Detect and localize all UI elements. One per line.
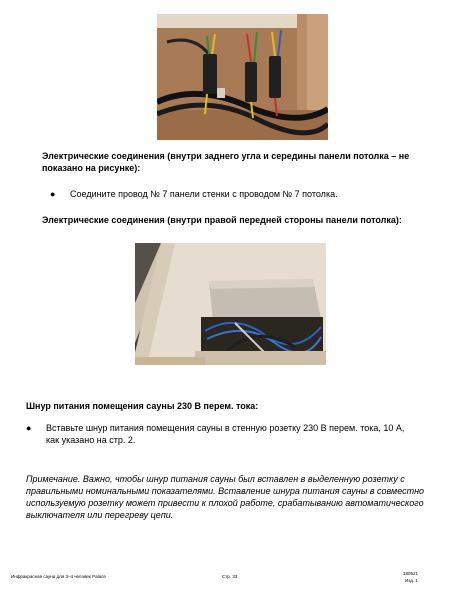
bullet-dot-icon: ● [50,189,56,199]
note-block [26,473,428,521]
footer-left: Инфракрасная сауна для 3–4 человек Palace [11,574,106,579]
section-3-heading: Шнур питания помещения сауны 230 В перем. тока: [26,401,259,411]
wiring-photo-ceiling-corner [157,14,328,140]
footer-edition: Изд. 1 [405,578,418,583]
section-1-bullet-text: Соедините провод № 7 панели стенки с проводом № 7 потолка. [70,189,338,199]
note-text: Примечание. Важно, чтобы шнур питания сауны был вставлен в выделенную розетку с правильными номинальными показателями. Вставление шнура питания сауны в совместно используемую розетку может привести к плохой работе, срабатыванию автоматического выключателя или перегреву цепи. [26,474,425,520]
section-2-heading: Электрические соединения (внутри правой передней стороны панели потолка): [42,215,402,225]
section-1 [42,150,422,200]
section-1-bullet [42,188,422,200]
bullet-dot-icon: ● [26,423,32,433]
section-1-heading: Электрические соединения (внутри заднего угла и середины панели потолка – не показано на рисунке): [42,151,410,173]
section-3-bullet [26,422,426,446]
footer-code: 180521 [403,571,419,576]
section-3-bullet-text: Вставьте шнур питания помещения сауны в стенную розетку 230 В перем. тока, 10 А, как указано на стр. 2. [46,423,405,445]
section-3 [26,400,426,446]
footer-page-number: Стр. 33 [222,574,238,579]
section-2 [42,214,422,226]
wiring-photo-ceiling-front [135,243,326,365]
